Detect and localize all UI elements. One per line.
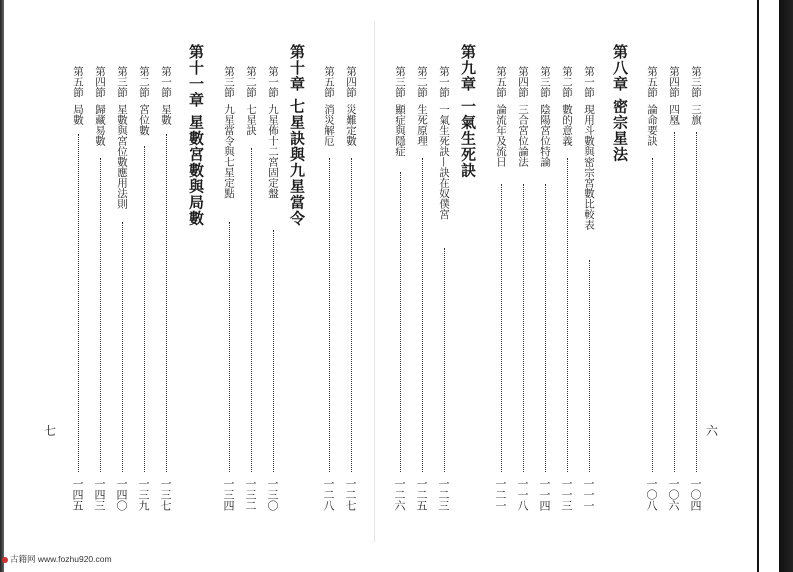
toc-leader-dots — [444, 248, 445, 472]
toc-entry-number: 第三節 — [690, 66, 702, 98]
toc-leader-dots — [251, 148, 252, 472]
toc-entry-number: 第二節 — [245, 66, 257, 98]
toc-leader-dots — [329, 158, 330, 472]
toc-leader-dots — [100, 158, 101, 472]
toc-leader-dots — [652, 158, 653, 472]
toc-entry-page: 一二七 — [344, 478, 357, 511]
toc-entry-title: 陰陽宮位特論 — [539, 104, 551, 167]
toc-entry-page: 一二一 — [494, 478, 507, 511]
toc-leader-dots — [351, 158, 352, 472]
toc-entry-number: 第五節 — [72, 66, 84, 98]
toc-entry-title: 論流年及流日 — [495, 104, 507, 167]
toc-entry-page: 一四五 — [71, 478, 84, 511]
toc-entry-title: 星數與宮位數應用法則 — [116, 104, 128, 209]
toc-entry-title: 星數 — [160, 104, 172, 125]
toc-entry-number: 第二節 — [416, 66, 428, 98]
watermark-text: 古籍网 www.fozhu920.com — [10, 554, 112, 564]
toc-entry-title: 九星當令與七星定點 — [223, 104, 235, 199]
toc-entry-page: 一四〇 — [115, 478, 128, 511]
toc-leader-dots — [229, 222, 230, 472]
toc-entry-page: 一〇六 — [667, 478, 680, 511]
toc-entry-page: 一三二 — [244, 478, 257, 511]
toc-entry-title: 宮位數 — [138, 104, 150, 136]
toc-entry-page: 一三〇 — [266, 478, 279, 511]
toc-entry-page: 一一八 — [516, 478, 529, 511]
toc-entry-page: 一〇四 — [689, 478, 702, 511]
toc-entry-number: 第三節 — [539, 66, 551, 98]
toc-entry-page: 一二五 — [415, 478, 428, 511]
toc-entry-page: 一三四 — [222, 478, 235, 511]
toc-entry-title: 生死原理 — [416, 104, 428, 146]
toc-entry-title: 歸藏易數 — [94, 104, 106, 146]
toc-leader-dots — [78, 134, 79, 472]
toc-leader-dots — [144, 146, 145, 472]
toc-leader-dots — [674, 132, 675, 472]
toc-entry-number: 第一節 — [267, 66, 279, 98]
toc-leader-dots — [589, 260, 590, 472]
toc-entry-number: 第一節 — [438, 66, 450, 98]
toc-entry-title: 災難定數 — [345, 104, 357, 146]
toc-entry-number: 第二節 — [561, 66, 573, 98]
toc-entry-page: 一〇八 — [645, 478, 658, 511]
toc-entry-number: 第四節 — [94, 66, 106, 98]
toc-leader-dots — [400, 172, 401, 472]
toc-entry-number: 第五節 — [323, 66, 335, 98]
book-edge-right — [749, 0, 793, 572]
toc-entry-title: 局數 — [72, 104, 84, 125]
toc-entry-title: 四凰 — [668, 104, 680, 125]
toc-entry-number: 第二節 — [138, 66, 150, 98]
toc-entry-title: 數的意義 — [561, 104, 573, 146]
toc-leader-dots — [696, 132, 697, 472]
page-folio-left: 七 — [44, 424, 57, 438]
watermark — [2, 553, 112, 565]
toc-entry-number: 第四節 — [517, 66, 529, 98]
toc-entry-page: 一四三 — [93, 478, 106, 511]
toc-entry-number: 第三節 — [394, 66, 406, 98]
site-logo-icon — [2, 557, 8, 563]
toc-leader-dots — [166, 134, 167, 472]
toc-entry-page: 一二三 — [437, 478, 450, 511]
page-gutter — [374, 22, 375, 542]
toc-entry-number: 第三節 — [116, 66, 128, 98]
toc-entry-number: 第四節 — [668, 66, 680, 98]
toc-entry-number: 第一節 — [160, 66, 172, 98]
toc-leader-dots — [422, 158, 423, 472]
toc-entry-title: 消災解厄 — [323, 104, 335, 146]
toc-leader-dots — [501, 184, 502, 472]
toc-entry-number: 第五節 — [646, 66, 658, 98]
toc-entry-page: 一二六 — [393, 478, 406, 511]
chapter-9-title: 第九章 一氣生死訣 — [459, 44, 477, 179]
toc-entry-title: 論命要訣 — [646, 104, 658, 146]
toc-entry-title: 九星佈十二宮固定盤 — [267, 104, 279, 199]
toc-entry-title: 七星訣 — [245, 104, 257, 136]
toc-entry-title: 現用斗數與密宗宮數比較表 — [583, 104, 595, 230]
chapter-10-title: 第十章 七星訣與九星當令 — [288, 44, 306, 227]
chapter-11-title: 第十一章 星數宮數與局數 — [187, 44, 205, 227]
toc-leader-dots — [567, 158, 568, 472]
toc-entry-number: 第四節 — [345, 66, 357, 98]
toc-leader-dots — [273, 230, 274, 472]
toc-leader-dots — [545, 184, 546, 472]
toc-entry-title: 三合宮位論法 — [517, 104, 529, 167]
toc-entry-title: 三旗 — [690, 104, 702, 125]
toc-leader-dots — [523, 184, 524, 472]
page-folio-right: 六 — [706, 424, 719, 438]
toc-entry-title: 顯症與隱症 — [394, 104, 406, 157]
toc-entry-number: 第一節 — [583, 66, 595, 98]
toc-entry-page: 一二八 — [322, 478, 335, 511]
toc-leader-dots — [122, 222, 123, 472]
toc-entry-title: 一氣生死訣—訣在奴僕宮 — [438, 104, 450, 220]
toc-entry-page: 一三七 — [159, 478, 172, 511]
toc-entry-number: 第五節 — [495, 66, 507, 98]
toc-entry-page: 一一一 — [582, 478, 595, 511]
toc-entry-number: 第三節 — [223, 66, 235, 98]
book-edge-left — [0, 0, 4, 572]
chapter-8-title: 第八章 密宗星法 — [611, 44, 629, 163]
toc-entry-page: 一一四 — [538, 478, 551, 511]
toc-entry-page: 一一三 — [560, 478, 573, 511]
toc-entry-page: 一三九 — [137, 478, 150, 511]
